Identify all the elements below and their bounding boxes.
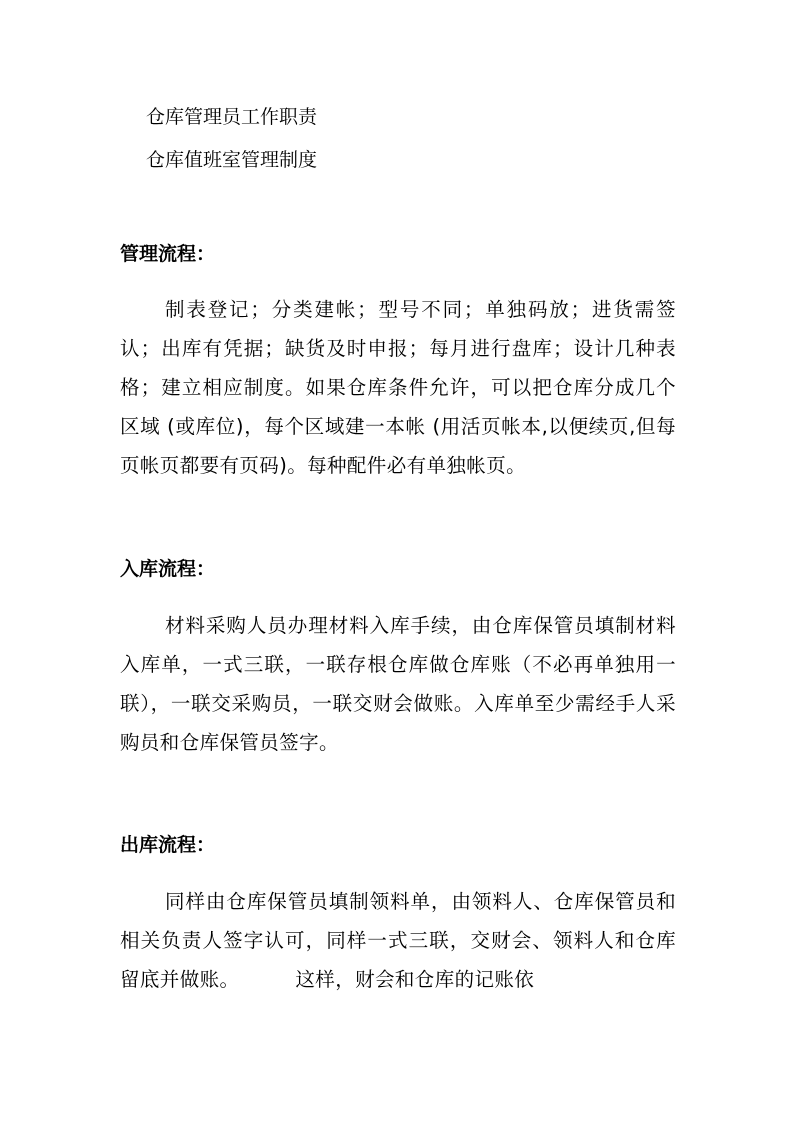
toc-item-warehouse-keeper-duties: 仓库管理员工作职责 [146,106,318,128]
outbound-process-paragraph [120,882,676,999]
toc-item-duty-room-rules: 仓库值班室管理制度 [146,149,318,171]
management-process-paragraph: 制表登记；分类建帐；型号不同；单独码放；进货需签认；出库有凭据；缺货及时申报；每月进行盘库；设计几种表格；建立相应制度。如果仓库条件允许，可以把仓库分成几个区域 (或库位)，每个区域建一本帐 (用活页帐本,以便续页,但每页帐页都要有页码)。每种配件必有单独帐页。 [120,298,676,477]
management-process-heading: 管理流程： [120,243,216,265]
outbound-process-text-part2: 这样，财会和仓库的记账依 [295,968,535,991]
inbound-process-paragraph: 材料采购人员办理材料入库手续，由仓库保管员填制材料入库单，一式三联，一联存根仓库做仓库账（不必再单独用一联），一联交采购员，一联交财会做账。入库单至少需经手人采购员和仓库保管员签字。 [120,614,676,754]
outbound-process-heading: 出库流程： [120,834,216,856]
inbound-process-heading: 入库流程： [120,558,216,580]
outbound-process-text-part1: 同样由仓库保管员填制领料单，由领料人、仓库保管员和相关负责人签字认可，同样一式三联，交财会、领料人和仓库留底并做账。 [120,890,676,991]
